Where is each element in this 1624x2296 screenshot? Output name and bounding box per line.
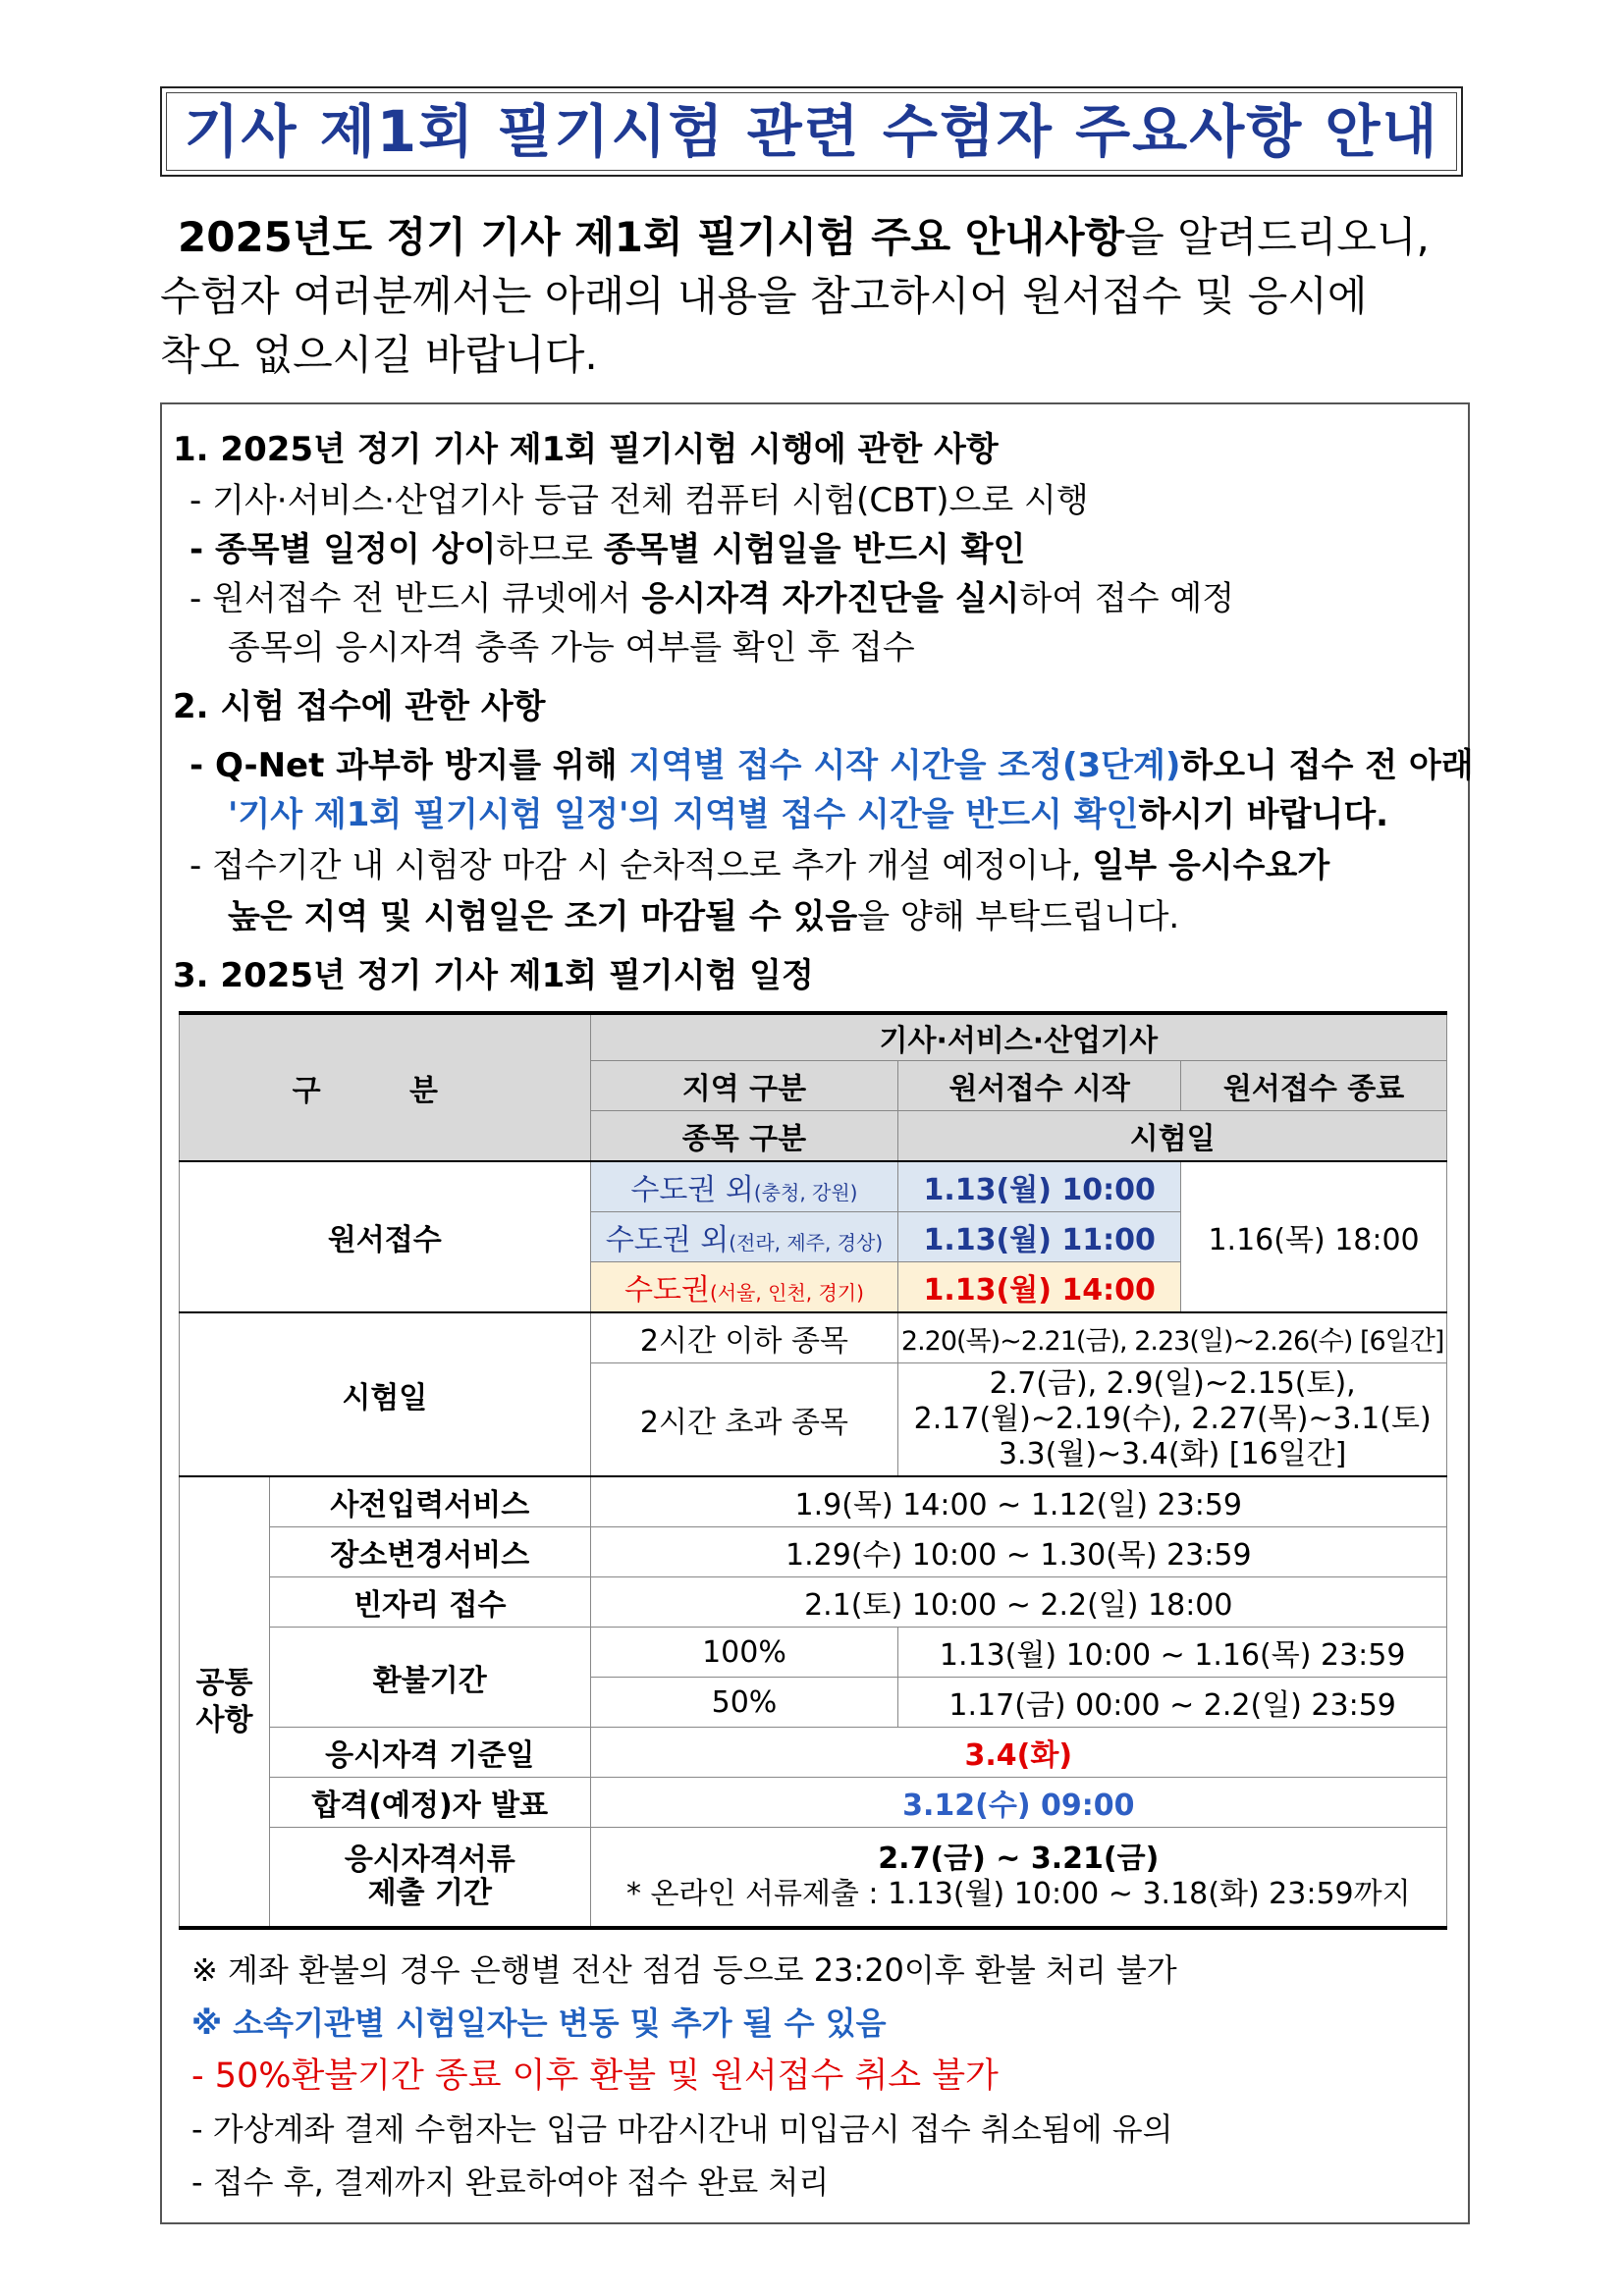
region-2-time: 1.13(월) 11:00 [898, 1212, 1181, 1262]
header-subject: 종목 구분 [590, 1111, 898, 1162]
apply-end-time: 1.16(목) 18:00 [1181, 1161, 1447, 1312]
c2-value: 1.29(수) 10:00 ~ 1.30(목) 23:59 [590, 1527, 1446, 1577]
header-apply-end: 원서접수 종료 [1181, 1061, 1447, 1111]
s2-bullet-2-cont [228, 893, 1179, 940]
c4-value-2: 1.17(금) 00:00 ~ 2.2(일) 23:59 [898, 1678, 1447, 1728]
region-1-name: 수도권 외 [630, 1173, 754, 1207]
region-3-name: 수도권 [623, 1273, 710, 1308]
note-4: - 가상계좌 결제 수험자는 입금 마감시간내 미입금시 접수 취소됨에 유의 [191, 2110, 1173, 2148]
header-group: 구 분 [180, 1013, 591, 1161]
exam-label: 시험일 [180, 1312, 591, 1476]
c7-label [269, 1828, 590, 1929]
exam-dates-2-line-2: 2.17(월)~2.19(수), 2.27(목)~3.1(토) [913, 1402, 1432, 1436]
s1-b2-c: 종목별 시험일을 반드시 확인 [603, 530, 1026, 569]
s1-bullet-2 [189, 526, 1025, 573]
header-main: 기사·서비스·산업기사 [590, 1013, 1446, 1061]
section-3-heading: 3. 2025년 정기 기사 제1회 필기시험 일정 [173, 956, 814, 995]
c6-value: 3.12(수) 09:00 [590, 1778, 1446, 1828]
region-2-sub: (전라, 제주, 경상) [729, 1231, 884, 1255]
common-label-text: 공통 사항 [195, 1665, 253, 1737]
region-1-time: 1.13(월) 10:00 [898, 1161, 1181, 1212]
s1-bullet-1: - 기사·서비스·산업기사 등급 전체 컴퓨터 시험(CBT)으로 시행 [189, 481, 1089, 520]
c1-label: 사전입력서비스 [269, 1476, 590, 1527]
s2-b1-b: 지역별 접수 시작 시간을 조정(3단계) [628, 746, 1181, 785]
c7-value [590, 1828, 1446, 1929]
region-1-sub: (충청, 강원) [753, 1181, 858, 1204]
s2-b2-a: - 접수기간 내 시험장 마감 시 순차적으로 추가 개설 예정이나, [189, 846, 1093, 885]
region-row-1 [590, 1161, 898, 1212]
note-3: - 50%환불기간 종료 이후 환불 및 원서접수 취소 불가 [191, 2056, 999, 2096]
c7-label-2: 제출 기간 [367, 1876, 492, 1910]
exam-dates-2-line-3: 3.3(월)~3.4(화) [16일간] [998, 1437, 1347, 1471]
c4-label: 환불기간 [269, 1628, 590, 1728]
title-box [160, 86, 1463, 177]
schedule-table [179, 1011, 1447, 1930]
c4-value-1: 1.13(월) 10:00 ~ 1.16(목) 23:59 [898, 1628, 1447, 1678]
s2-b1-d: '기사 제1회 필기시험 일정'의 지역별 접수 시간을 반드시 확인 [228, 795, 1139, 834]
header-examday: 시험일 [898, 1111, 1447, 1162]
s1-b3-c: 하여 접수 예정 [1019, 579, 1235, 618]
c7-value-note: * 온라인 서류제출 : 1.13(월) 10:00 ~ 3.18(화) 23:59까지 [625, 1877, 1411, 1911]
exam-dates-2-line-1: 2.7(금), 2.9(일)~2.15(토), [989, 1366, 1356, 1401]
intro-line-2: 수험자 여러분께서는 아래의 내용을 참고하시어 원서접수 및 응시에 [160, 272, 1368, 320]
note-2: ※ 소속기관별 시험일자는 변동 및 추가 될 수 있음 [191, 2004, 887, 2042]
exam-type-2: 2시간 초과 종목 [590, 1363, 898, 1477]
intro-rest: 을 알려드리오니, [1124, 213, 1430, 261]
s2-b2-b: 일부 응시수요가 [1092, 846, 1330, 885]
region-row-3 [590, 1262, 898, 1313]
s2-b2-c: 높은 지역 및 시험일은 조기 마감될 수 있음 [228, 897, 858, 936]
c4-percent-2: 50% [590, 1678, 898, 1728]
c3-value: 2.1(토) 10:00 ~ 2.2(일) 18:00 [590, 1577, 1446, 1628]
s2-bullet-1 [189, 742, 1474, 789]
c6-label: 합격(예정)자 발표 [269, 1778, 590, 1828]
common-label [180, 1476, 270, 1928]
region-2-name: 수도권 외 [605, 1223, 730, 1257]
intro-line-1 [160, 208, 1471, 267]
s2-b2-d: 을 양해 부탁드립니다. [857, 897, 1180, 936]
s1-bullet-3 [189, 575, 1234, 622]
c4-percent-1: 100% [590, 1628, 898, 1678]
s1-bullet-3-cont: 종목의 응시자격 충족 가능 여부를 확인 후 접수 [228, 628, 915, 667]
c3-label: 빈자리 접수 [269, 1577, 590, 1628]
exam-type-1: 2시간 이하 종목 [590, 1312, 898, 1363]
s2-bullet-2 [189, 842, 1329, 889]
exam-dates-2 [898, 1363, 1447, 1477]
intro-line-3: 착오 없으시길 바랍니다. [160, 331, 598, 379]
header-apply-start: 원서접수 시작 [898, 1061, 1181, 1111]
header-region: 지역 구분 [590, 1061, 898, 1111]
apply-label: 원서접수 [180, 1161, 591, 1312]
c7-label-1: 응시자격서류 [344, 1842, 515, 1877]
s1-b2-b: 하므로 [496, 530, 604, 569]
note-5: - 접수 후, 결제까지 완료하여야 접수 완료 처리 [191, 2163, 830, 2201]
note-1: ※ 계좌 환불의 경우 은행별 전산 점검 등으로 23:20이후 환불 처리 불가 [191, 1951, 1177, 1989]
region-3-time: 1.13(월) 14:00 [898, 1262, 1181, 1313]
c5-value: 3.4(화) [590, 1728, 1446, 1778]
c5-label: 응시자격 기준일 [269, 1728, 590, 1778]
s2-b1-c: 하오니 접수 전 아래 [1180, 746, 1474, 785]
s2-b1-a: - Q-Net 과부하 방지를 위해 [189, 746, 629, 785]
exam-dates-1: 2.20(목)~2.21(금), 2.23(일)~2.26(수) [6일간] [898, 1312, 1447, 1363]
c1-value: 1.9(목) 14:00 ~ 1.12(일) 23:59 [590, 1476, 1446, 1527]
intro-paragraph [160, 208, 1471, 385]
region-3-sub: (서울, 인천, 경기) [709, 1281, 864, 1305]
s2-b1-e: 하시기 바랍니다. [1138, 795, 1389, 834]
region-row-2 [590, 1212, 898, 1262]
section-1-heading: 1. 2025년 정기 기사 제1회 필기시험 시행에 관한 사항 [173, 430, 999, 469]
c7-value-main: 2.7(금) ~ 3.21(금) [878, 1842, 1160, 1876]
section-2-heading: 2. 시험 접수에 관한 사항 [173, 687, 546, 726]
page-title: 기사 제1회 필기시험 관련 수험자 주요사항 안내 [184, 98, 1439, 165]
s1-b2-a: - 종목별 일정이 상이 [189, 530, 497, 569]
intro-bold: 2025년도 정기 기사 제1회 필기시험 주요 안내사항 [178, 213, 1125, 261]
s1-b3-a: - 원서접수 전 반드시 큐넷에서 [189, 579, 642, 618]
s2-bullet-1-cont [228, 791, 1388, 838]
s1-b3-b: 응시자격 자가진단을 실시 [641, 579, 1020, 618]
c2-label: 장소변경서비스 [269, 1527, 590, 1577]
